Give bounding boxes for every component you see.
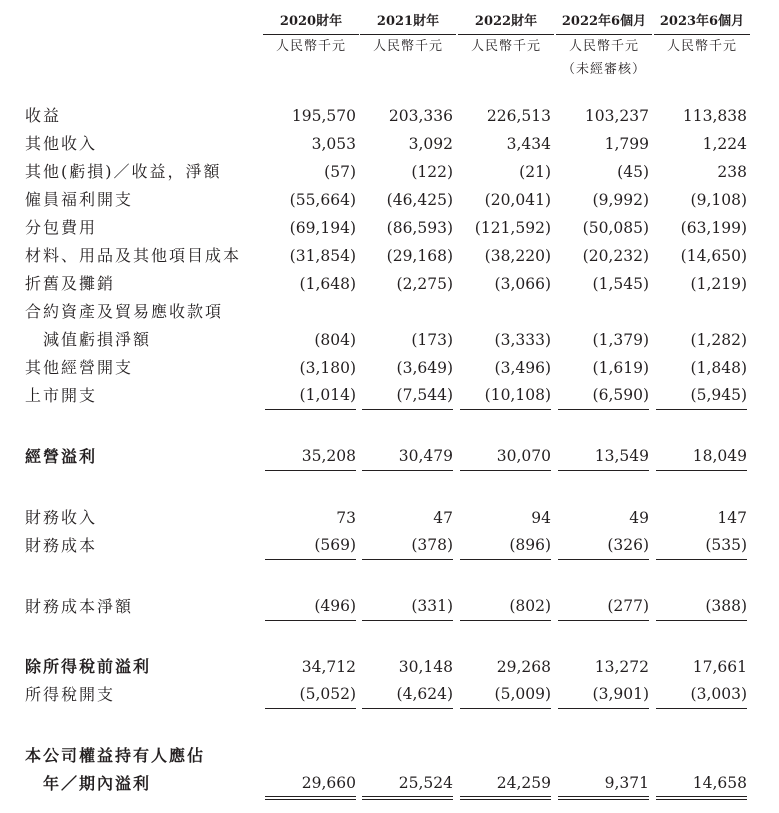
column-header-year: 2020財年 <box>263 10 359 35</box>
row-label: 所得稅開支 <box>25 685 116 704</box>
row-label: 材料、用品及其他項目成本 <box>25 246 242 265</box>
table-row-net-finance-costs <box>0 593 779 621</box>
cell: 113,838 <box>682 107 747 125</box>
cell: 18,049 <box>656 443 747 471</box>
table-row-finance-income <box>0 504 779 532</box>
cell: (535) <box>656 532 747 560</box>
cell: (1,648) <box>299 275 356 293</box>
cell: 103,237 <box>584 107 649 125</box>
cell: (7,544) <box>362 382 453 410</box>
table-row-profit-for-period <box>0 770 779 798</box>
cell: 30,070 <box>460 443 551 471</box>
cell: (896) <box>460 532 551 560</box>
table-row-profit-before-tax <box>0 653 779 681</box>
cell: (10,108) <box>460 382 551 410</box>
cell: 13,272 <box>594 658 649 676</box>
column-header-unit: 人民幣千元 <box>372 39 443 54</box>
cell: (55,664) <box>289 191 356 209</box>
row-label: 僱員福利開支 <box>25 190 134 209</box>
table-row-other-income <box>0 130 779 158</box>
table-row-listing-expenses <box>0 382 779 410</box>
row-label: 本公司權益持有人應佔 <box>25 746 206 765</box>
cell: (3,003) <box>656 681 747 709</box>
cell: (802) <box>460 593 551 621</box>
cell: 17,661 <box>692 658 747 676</box>
column-header-fy2022 <box>458 10 554 58</box>
row-label: 合約資產及貿易應收款項 <box>25 302 224 321</box>
row-label: 收益 <box>25 106 62 125</box>
row-label: 財務成本淨額 <box>25 597 134 616</box>
column-header-unit: 人民幣千元 <box>568 39 639 54</box>
cell: (4,624) <box>362 681 453 709</box>
cell: (29,168) <box>386 247 453 265</box>
cell: (86,593) <box>386 219 453 237</box>
row-label: 其他(虧損)／收益，淨額 <box>25 162 222 181</box>
column-header-year: 2021財年 <box>360 10 456 35</box>
column-header-unit: 人民幣千元 <box>275 39 346 54</box>
cell: (38,220) <box>484 247 551 265</box>
cell: (496) <box>265 593 356 621</box>
cell: (6,590) <box>558 382 649 410</box>
row-label: 年／期內溢利 <box>43 774 152 793</box>
column-header-fy2021 <box>360 10 456 58</box>
cell: 94 <box>531 509 551 527</box>
cell: 238 <box>717 163 747 181</box>
cell: 30,479 <box>362 443 453 471</box>
column-header-6m2023 <box>654 10 750 58</box>
table-row-other-operating-expenses <box>0 354 779 382</box>
column-header-fy2020 <box>263 10 359 58</box>
cell: (63,199) <box>680 219 747 237</box>
cell: (3,649) <box>396 359 453 377</box>
cell: (50,085) <box>582 219 649 237</box>
cell: (3,333) <box>494 331 551 349</box>
cell: 25,524 <box>362 770 453 800</box>
cell: 49 <box>629 509 649 527</box>
table-row-subcontracting <box>0 214 779 242</box>
cell: (1,848) <box>690 359 747 377</box>
row-label: 除所得稅前溢利 <box>25 657 152 676</box>
column-header-unit: 人民幣千元 <box>666 39 737 54</box>
table-row-materials <box>0 242 779 270</box>
row-label: 減值虧損淨額 <box>43 330 152 349</box>
column-header-year: 2023年6個月 <box>654 10 750 35</box>
cell: 35,208 <box>265 443 356 471</box>
cell: (9,992) <box>592 191 649 209</box>
cell: (5,009) <box>460 681 551 709</box>
column-header-year: 2022年6個月 <box>556 10 652 35</box>
column-header-unaudited: （未經審核） <box>561 62 646 77</box>
cell: (804) <box>314 331 356 349</box>
cell: (5,945) <box>656 382 747 410</box>
cell: (46,425) <box>386 191 453 209</box>
cell: 13,549 <box>558 443 649 471</box>
cell: 1,799 <box>604 135 649 153</box>
table-row-contract-assets-heading <box>0 298 779 326</box>
cell: (2,275) <box>396 275 453 293</box>
cell: 14,658 <box>656 770 747 800</box>
cell: 29,660 <box>265 770 356 800</box>
cell: (21) <box>519 163 551 181</box>
cell: (14,650) <box>680 247 747 265</box>
cell: (1,619) <box>592 359 649 377</box>
cell: (20,232) <box>582 247 649 265</box>
cell: (388) <box>656 593 747 621</box>
cell: (45) <box>617 163 649 181</box>
table-row-income-tax <box>0 681 779 709</box>
row-label: 折舊及攤銷 <box>25 274 116 293</box>
table-row-finance-costs <box>0 532 779 560</box>
cell: 47 <box>433 509 453 527</box>
cell: 9,371 <box>558 770 649 800</box>
cell: (1,545) <box>592 275 649 293</box>
cell: (57) <box>324 163 356 181</box>
cell: (277) <box>558 593 649 621</box>
cell: 73 <box>336 509 356 527</box>
row-label: 分包費用 <box>25 218 98 237</box>
table-row-revenue <box>0 102 779 130</box>
cell: (1,219) <box>690 275 747 293</box>
row-label: 財務成本 <box>25 536 98 555</box>
cell: (9,108) <box>690 191 747 209</box>
cell: 29,268 <box>496 658 551 676</box>
cell: (3,066) <box>494 275 551 293</box>
table-row-depreciation <box>0 270 779 298</box>
cell: 34,712 <box>301 658 356 676</box>
table-row-employee-benefits <box>0 186 779 214</box>
cell: (1,282) <box>690 331 747 349</box>
cell: 226,513 <box>486 107 551 125</box>
cell: (122) <box>411 163 453 181</box>
cell: 147 <box>717 509 747 527</box>
table-row-operating-profit <box>0 443 779 471</box>
table-row-impairment <box>0 326 779 354</box>
cell: (3,180) <box>299 359 356 377</box>
cell: (5,052) <box>265 681 356 709</box>
cell: (1,014) <box>265 382 356 410</box>
cell: (569) <box>265 532 356 560</box>
cell: 195,570 <box>291 107 356 125</box>
cell: 1,224 <box>702 135 747 153</box>
cell: (331) <box>362 593 453 621</box>
cell: (3,496) <box>494 359 551 377</box>
column-header-year: 2022財年 <box>458 10 554 35</box>
cell: (121,592) <box>474 219 551 237</box>
cell: (378) <box>362 532 453 560</box>
cell: 3,434 <box>506 135 551 153</box>
cell: 24,259 <box>460 770 551 800</box>
row-label: 財務收入 <box>25 508 98 527</box>
cell: 203,336 <box>388 107 453 125</box>
column-header-unit: 人民幣千元 <box>470 39 541 54</box>
cell: (173) <box>411 331 453 349</box>
cell: (326) <box>558 532 649 560</box>
table-row-other-gains <box>0 158 779 186</box>
row-label: 其他經營開支 <box>25 358 134 377</box>
cell: 3,053 <box>311 135 356 153</box>
column-header-6m2022 <box>556 10 652 81</box>
cell: (1,379) <box>592 331 649 349</box>
cell: 30,148 <box>398 658 453 676</box>
cell: (20,041) <box>484 191 551 209</box>
row-label: 上市開支 <box>25 386 98 405</box>
cell: 3,092 <box>408 135 453 153</box>
row-label: 經營溢利 <box>25 447 98 466</box>
cell: (31,854) <box>289 247 356 265</box>
row-label: 其他收入 <box>25 134 98 153</box>
cell: (69,194) <box>289 219 356 237</box>
cell: (3,901) <box>558 681 649 709</box>
table-row-attributable-heading <box>0 742 779 770</box>
